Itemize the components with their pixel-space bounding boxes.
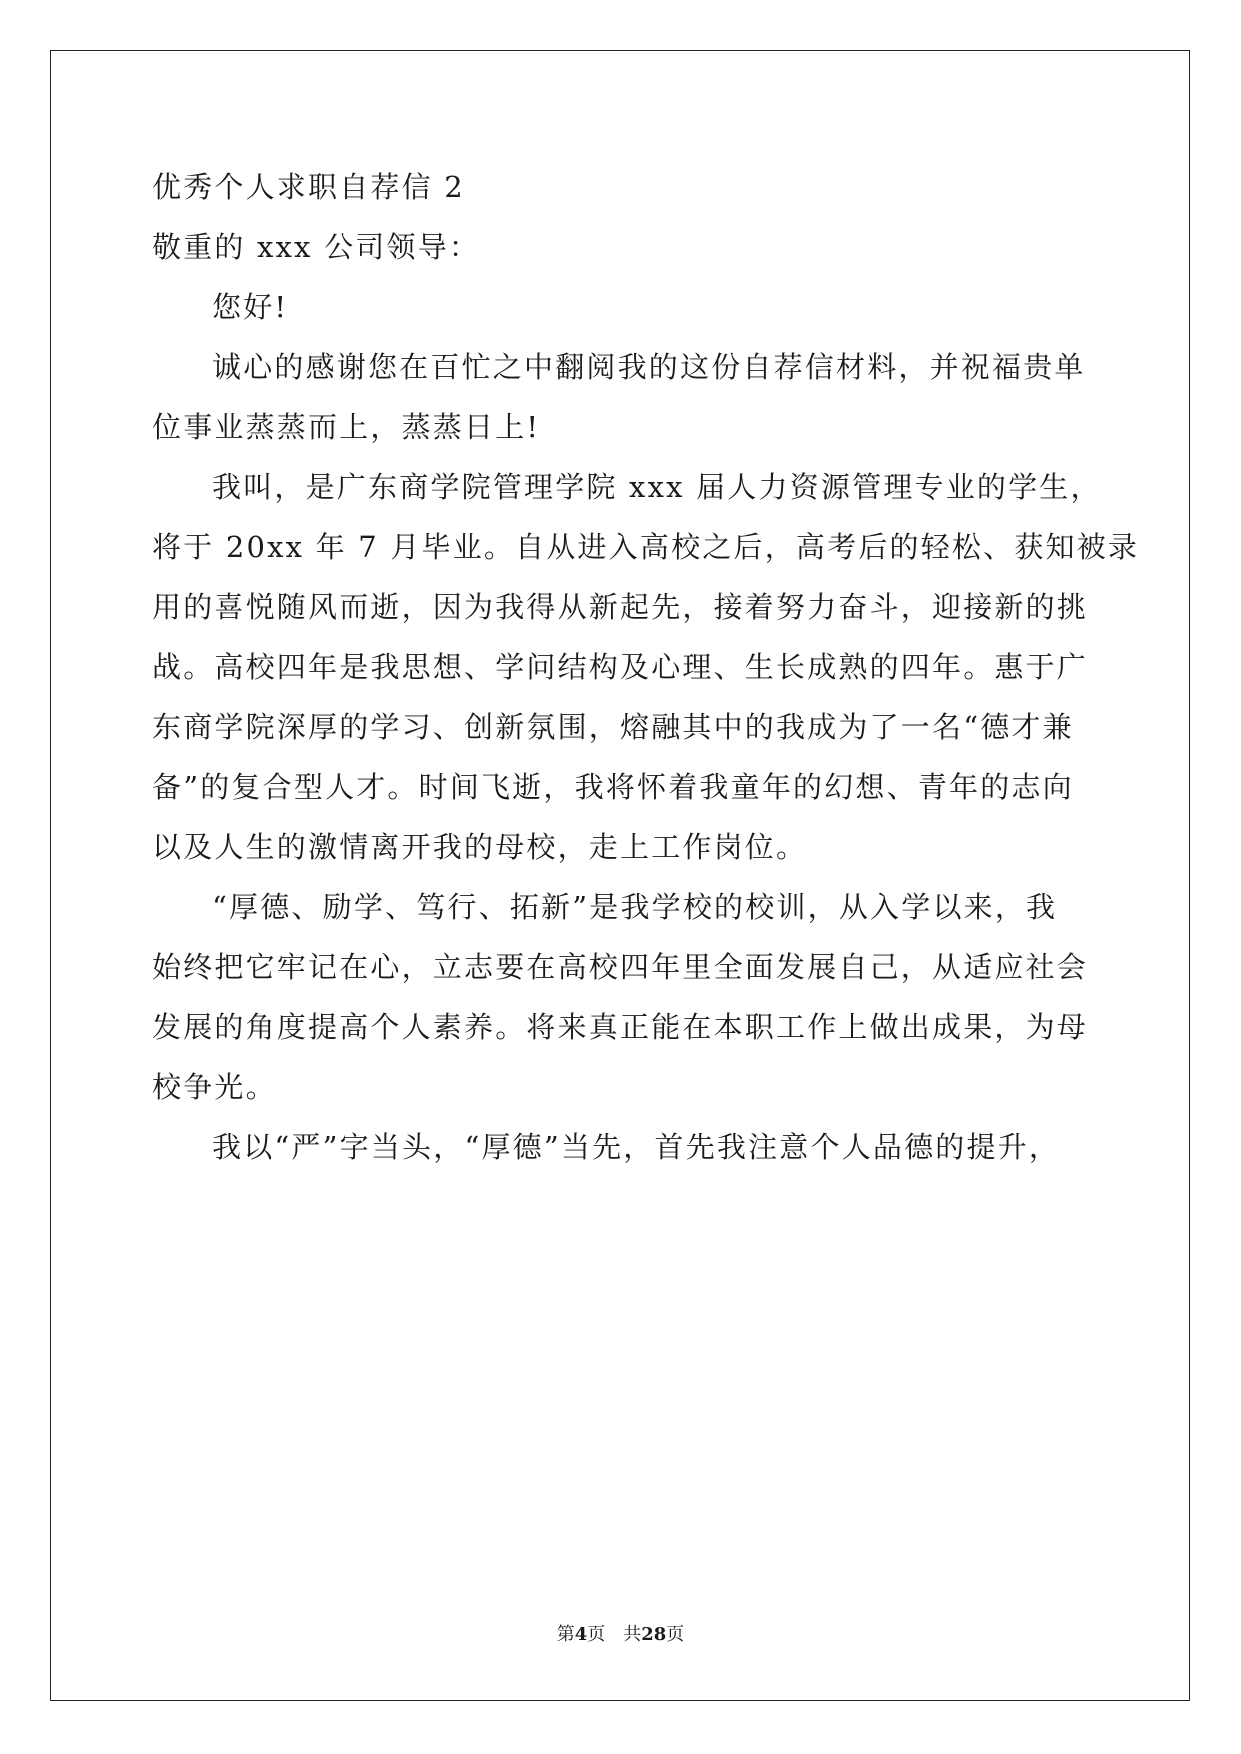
paragraph-line: 备”的复合型人才。时间飞逝，我将怀着我童年的幻想、青年的志向 bbox=[152, 770, 1074, 804]
paragraph-line: 位事业蒸蒸而上，蒸蒸日上! bbox=[152, 410, 541, 444]
total-page-count: 28 bbox=[641, 1624, 667, 1645]
footer-middle: 页 共 bbox=[587, 1624, 642, 1645]
paragraph-line: 战。高校四年是我思想、学问结构及心理、生长成熟的四年。惠于广 bbox=[152, 650, 1089, 684]
page-footer bbox=[0, 1620, 1241, 1646]
paragraph-line: 始终把它牢记在心，立志要在高校四年里全面发展自己，从适应社会 bbox=[152, 950, 1089, 984]
paragraph-line: 发展的角度提高个人素养。将来真正能在本职工作上做出成果，为母 bbox=[152, 1010, 1089, 1044]
paragraph-line: 校争光。 bbox=[152, 1070, 277, 1104]
letter-title: 优秀个人求职自荐信 2 bbox=[152, 170, 465, 204]
paragraph-line: 将于 20xx 年 7 月毕业。自从进入高校之后，高考后的轻松、获知被录 bbox=[152, 530, 1140, 564]
paragraph-line: 以及人生的激情离开我的母校，走上工作岗位。 bbox=[152, 830, 808, 864]
current-page-number: 4 bbox=[574, 1624, 588, 1645]
paragraph-line: 用的喜悦随风而逝，因为我得从新起先，接着努力奋斗，迎接新的挑 bbox=[152, 590, 1089, 624]
paragraph-line: 诚心的感谢您在百忙之中翻阅我的这份自荐信材料，并祝福贵单 bbox=[212, 350, 1086, 384]
footer-suffix: 页 bbox=[666, 1624, 685, 1645]
paragraph-line: 东商学院深厚的学习、创新氛围，熔融其中的我成为了一名“德才兼 bbox=[152, 710, 1074, 744]
salutation: 敬重的 xxx 公司领导： bbox=[152, 230, 481, 264]
greeting: 您好! bbox=[212, 290, 289, 324]
letter-body bbox=[152, 157, 1140, 1177]
paragraph-line: “厚德、励学、笃行、拓新”是我学校的校训，从入学以来，我 bbox=[212, 890, 1058, 924]
footer-prefix: 第 bbox=[556, 1624, 575, 1645]
paragraph-line: 我以“严”字当头，“厚德”当先，首先我注意个人品德的提升， bbox=[212, 1130, 1061, 1164]
paragraph-line: 我叫，是广东商学院管理学院 xxx 届人力资源管理专业的学生， bbox=[212, 470, 1102, 504]
